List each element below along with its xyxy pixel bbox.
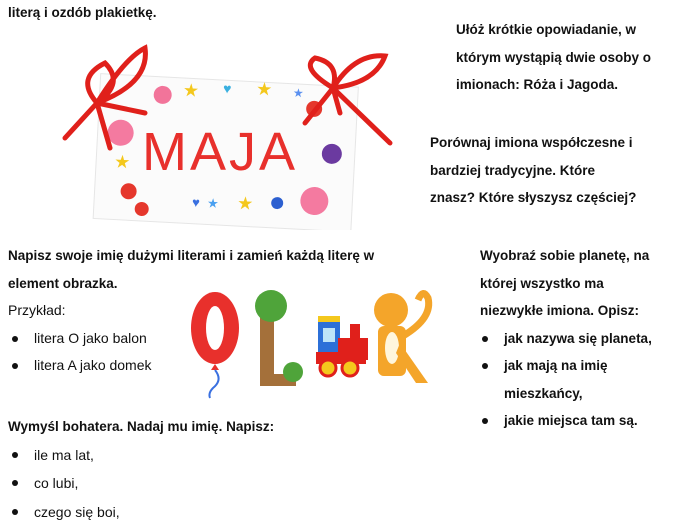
hero-task <box>8 413 274 526</box>
heart-icon: ♥ <box>223 80 232 96</box>
top-line: literą i ozdób plakietkę. <box>8 0 157 27</box>
star-icon: ★ <box>114 151 131 172</box>
text-line: imionach: Róża i Jagoda. <box>456 71 651 99</box>
list-item: ile ma lat, <box>8 441 274 470</box>
compare-task <box>430 129 636 212</box>
example-label: Przykład: <box>8 297 374 325</box>
text-line: Napisz swoje imię dużymi literami i zamień każdą literę w <box>8 242 374 270</box>
text-line: Ułóż krótkie opowiadanie, w <box>456 16 651 44</box>
text-line: Porównaj imiona współczesne i <box>430 129 636 157</box>
text-line: bardziej tradycyjne. Które <box>430 157 636 185</box>
planet-list <box>478 325 652 435</box>
list-item: jak mają na imię <box>478 352 652 380</box>
text-line: element obrazka. <box>8 270 374 298</box>
star-icon: ★ <box>207 195 219 211</box>
heart-icon: ♥ <box>192 195 201 210</box>
story-task <box>456 16 651 99</box>
tree-l-icon <box>255 290 303 386</box>
balloon-o-icon <box>191 292 239 398</box>
list-item: co lubi, <box>8 469 274 498</box>
list-item: czego się boi, <box>8 498 274 526</box>
text-line: Wymyśl bohatera. Nadaj mu imię. Napisz: <box>8 413 274 441</box>
text-line: znasz? Które słyszysz częściej? <box>430 184 636 212</box>
text-line: której wszystko ma <box>480 270 652 298</box>
star-icon: ★ <box>237 193 254 214</box>
list-item: jakie miejsca tam są. <box>478 407 652 435</box>
badge-name: MAJA <box>142 122 298 182</box>
list-item: litera A jako domek <box>8 352 374 380</box>
list-item-continuation: mieszkańcy, <box>478 380 652 408</box>
planet-task <box>480 242 652 435</box>
tiger-k-icon <box>374 293 429 383</box>
train-a-icon <box>316 316 368 376</box>
star-icon: ★ <box>256 79 273 100</box>
text-line: którym wystąpią dwie osoby o <box>456 44 651 72</box>
text-line: Wyobraź sobie planetę, na <box>480 242 652 270</box>
text-line: niezwykłe imiona. Opisz: <box>480 297 652 325</box>
hero-list <box>8 441 274 526</box>
star-icon: ★ <box>293 86 304 101</box>
list-item: litera O jako balon <box>8 325 374 353</box>
name-badge-illustration <box>45 38 395 230</box>
list-item: jak nazywa się planeta, <box>478 325 652 353</box>
star-icon: ★ <box>182 80 199 101</box>
picture-letters-illustration <box>188 288 443 400</box>
